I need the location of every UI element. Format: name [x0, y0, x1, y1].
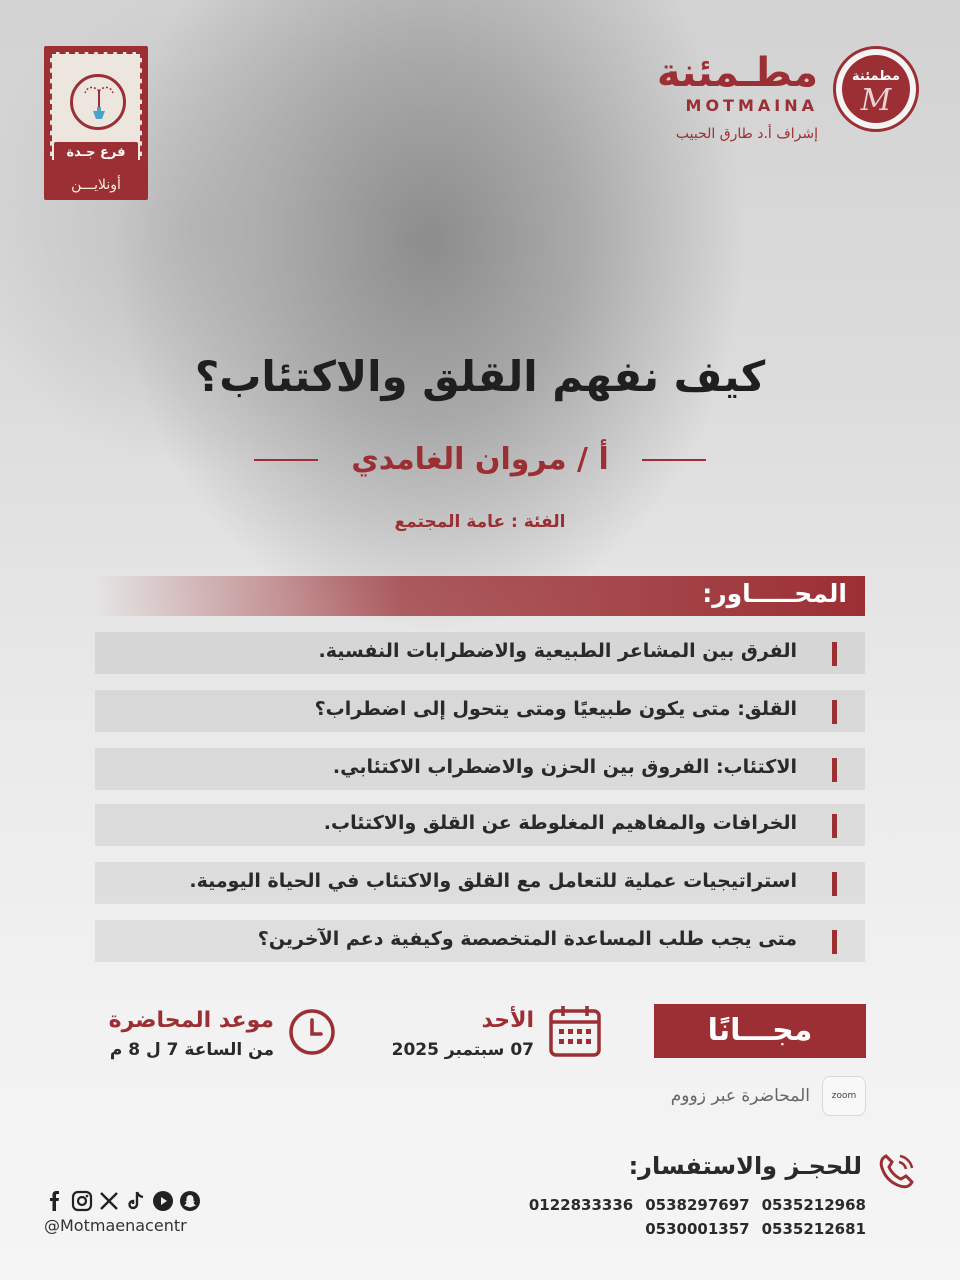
list-item: [95, 748, 865, 790]
zoom-label: المحاضرة عبر زووم: [670, 1086, 810, 1106]
branch-label: فرع جـدة: [54, 142, 138, 164]
calendar-icon: [548, 1004, 602, 1058]
topics-header-label: المحـــــاور:: [702, 579, 847, 608]
free-badge: مجـــانًا: [654, 1004, 866, 1058]
topics-header: [95, 576, 865, 616]
brand-supervisor: إشراف أ.د طارق الحبيب: [675, 126, 818, 142]
speaker-divider-left: [254, 459, 318, 461]
phone-number[interactable]: 0535212968: [761, 1196, 866, 1214]
brand-logo: [833, 46, 919, 132]
phone-numbers: [528, 1196, 866, 1244]
audience-category: الفئة : عامة المجتمع: [394, 512, 566, 532]
speaker-row: [0, 440, 960, 480]
bullet-bar-icon: [832, 642, 837, 666]
contact-title: للحجـز والاستفسار:: [628, 1152, 862, 1180]
zoom-icon: zoom: [822, 1076, 866, 1116]
topic-text: استراتيجيات عملية للتعامل مع القلق والاكتئاب في الحياة اليومية.: [189, 870, 797, 892]
bullet-bar-icon: [832, 872, 837, 896]
social-handle[interactable]: @Motmaenacentr: [44, 1216, 187, 1235]
tiktok-icon[interactable]: [125, 1190, 147, 1212]
brand-name-latin: MOTMAINA: [685, 96, 818, 115]
snapchat-icon[interactable]: [179, 1190, 201, 1212]
phone-number[interactable]: 0122833336: [528, 1196, 634, 1214]
speaker-name: أ / مروان الغامدي: [351, 442, 609, 477]
topic-text: الخرافات والمفاهيم المغلوطة عن القلق والاكتئاب.: [323, 812, 797, 834]
phone-row: [540, 1220, 866, 1244]
clock-icon: [288, 1008, 336, 1056]
topic-text: الاكتئاب: الفروق بين الحزن والاضطراب الاكتئابي.: [332, 756, 797, 778]
topic-text: الفرق بين المشاعر الطبيعية والاضطرابات النفسية.: [318, 640, 797, 662]
list-item: [95, 862, 865, 904]
list-item: [95, 804, 865, 846]
list-item: [95, 920, 865, 962]
brand-logo-letter: M: [860, 83, 892, 118]
phone-number[interactable]: 0535212681: [761, 1220, 866, 1238]
youtube-icon[interactable]: [152, 1190, 174, 1212]
lecture-day: الأحد: [481, 1008, 534, 1033]
brand-logo-text: مطمئنة: [852, 69, 900, 84]
fountain-icon: [81, 83, 117, 123]
facebook-icon[interactable]: [44, 1190, 66, 1212]
badge-emblem: [70, 74, 126, 130]
topic-text: القلق: متى يكون طبيعيًا ومتى يتحول إلى اضطراب؟: [314, 698, 797, 720]
lecture-time-value: من الساعة 7 ل 8 م: [109, 1040, 274, 1060]
phone-icon: [874, 1150, 918, 1194]
bullet-bar-icon: [832, 700, 837, 724]
phone-row: [528, 1196, 866, 1220]
social-links: [44, 1188, 201, 1214]
brand-name-arabic: مطـمئنة: [656, 50, 818, 96]
bullet-bar-icon: [832, 758, 837, 782]
lecture-date: 07 سبتمبر 2025: [391, 1040, 534, 1060]
speaker-divider-right: [642, 459, 706, 461]
brand-logo-disc: [842, 55, 910, 123]
list-item: [95, 690, 865, 732]
branch-badge: [44, 46, 148, 200]
list-item: [95, 632, 865, 674]
bullet-bar-icon: [832, 930, 837, 954]
phone-number[interactable]: 0530001357: [645, 1220, 750, 1238]
instagram-icon[interactable]: [71, 1190, 93, 1212]
bullet-bar-icon: [832, 814, 837, 838]
phone-number[interactable]: 0538297697: [645, 1196, 750, 1214]
lecture-time-title: موعد المحاضرة: [108, 1008, 274, 1033]
page-title: كيف نفهم القلق والاكتئاب؟: [194, 352, 766, 401]
online-label: أونلايـــن: [71, 177, 121, 193]
x-icon[interactable]: [98, 1190, 120, 1212]
topic-text: متى يجب طلب المساعدة المتخصصة وكيفية دعم الآخرين؟: [257, 928, 797, 950]
